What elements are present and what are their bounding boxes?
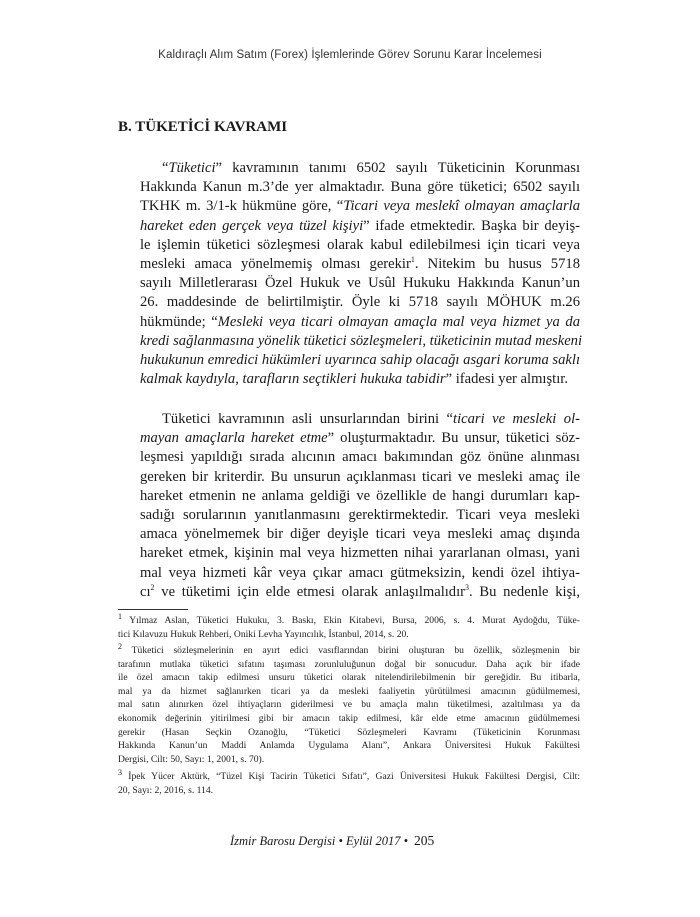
footnote-ref-2[interactable]: 2 [150, 582, 155, 592]
journal-name: İzmir Barosu Dergisi • Eylül 2017 • [230, 834, 408, 848]
footnote-2: $^2$ Tüketici sözleşmelerinin en ayırt edici vasıflarından birini oluşturan bu özellik, sözleşmenin bir tarafının mutlaka tüketici sıfatını taşıması zorunluluğunun doğal bir sonucudur. Daha açık bir ifade ile özel amacın takip edilmesi unsuru tüketici olarak nitelendirilebilmenin bir gereğidir. Bu itibarla, mal ya da hizmet sağlanırken ticari ya da mesleki faaliyetin yürütülmesi amacının güdülmemesi, mal satın alınırken özel ihtiyaçların giderilmesi ve bu amaçla malın tüketilmesi, azaltılması ya da ekonomik değerinin yitirilmesi gibi bir amacın takip edilmesi, kâr elde etme amacının güdülmemesi gerekir (Hasan Seçkin Ozanoğlu, “Tüketici Sözleşmeleri Kavramı (Tüketicinin Korunması Hakkında Kanun’un Maddi Anlamda Uygulama Alanı”, Ankara Üniversitesi Hukuk Fakültesi Dergisi, Cilt: 50, Sayı: 1, 2001, s. 70). [118, 641, 580, 765]
paragraph-asli-unsurlar: Tüketici kavramının asli unsurlarından birini “ticari ve mesleki ol- mayan amaçlarla hareket etme” oluşturmaktadır. Bu unsur, tüketici söz- leşmesi yapıldığı sırada alıcının amacı bakımından göz önüne alınması gereken bir kriterdir. Bu unsurun açıklanması ticari ve mesleki amaç ile hareket etmenin ne anlama geldiği ve özellikle de hangi durumları kap- sadığı sorularının yanıtlanmasını gerektirmektedir. Ticari veya mesleki amaca yönelmemek bir diğer deyişle ticari veya mesleki amaç dışında hareket etmek, kişinin mal veya hizmetten nihai yararlanan olması, yani mal veya hizmeti kâr veya çıkar amacı gütmeksizin, kendi özel ihtiya- $cı^2$ ve tüketimi için elde etmesi olarak anlaşılmalıdır$^3$. Bu nedenle kişi, [140, 411, 580, 600]
footnote-ref-1[interactable]: 1 [410, 255, 415, 265]
page-number: 205 [413, 833, 435, 848]
section-heading: B. TÜKETİCİ KAVRAMI [118, 119, 288, 135]
paragraph-tuketici-definition: “Tüketici” kavramının tanımı 6502 sayılı Tüketicinin Korunması Hakkında Kanun m.3’de yer almaktadır. Buna göre tüketici; 6502 sayılı TKHK m. 3/1-k hükmüne göre, “Ticari veya meslekî olmayan amaçlarla hareket eden gerçek veya tüzel kişiyi” ifade etmektedir. Başka bir deyiş- le işlemin tüketici sözleşmesi olarak kabul edilebilmesi için ticari veya mesleki amaca yönelmemiş olması gerekir$^1$. Nitekim bu husus 5718 sayılı Milletlerarası Özel Hukuk ve Usûl Hukuku Hakkında Kanun’un 26. maddesinde de belirtilmiştir. Öyle ki 5718 sayılı MÖHUK m.26 hükmünde; “Mesleki veya ticari olmayan amaçla mal veya hizmet ya da kredi sağlanmasına yönelik tüketici sözleşmeleri, tüketicinin mutad meskeni hukukunun emredici hükümleri uyarınca sahip olacağı asgari koruma saklı kalmak kaydıyla, tarafların seçtikleri hukuka tabidir” ifadesi yer almıştır. [140, 160, 583, 388]
running-header: Kaldıraçlı Alım Satım (Forex) İşlemlerinde Görev Sorunu Karar İncelemesi [158, 49, 542, 61]
footnote-3: $^3$ İpek Yücer Aktürk, “Tüzel Kişi Tacirin Tüketici Sıfatı”, Gazi Üniversitesi Hukuk Fakültesi Dergisi, Cilt: 20, Sayı: 2, 2016, s. 114. [118, 767, 581, 796]
footnote-1: $^1$ Yılmaz Aslan, Tüketici Hukuku, 3. Baskı, Ekin Kitabevi, Bursa, 2006, s. 4. Murat Aydoğdu, Tüke- tici Kılavuzu Hukuk Rehberi, Oniki Levha Yayıncılık, İstanbul, 2014, s. 20. [118, 611, 581, 640]
footnote-separator [118, 609, 188, 610]
footnote-ref-3[interactable]: 3 [465, 582, 470, 592]
page-footer [230, 833, 434, 849]
